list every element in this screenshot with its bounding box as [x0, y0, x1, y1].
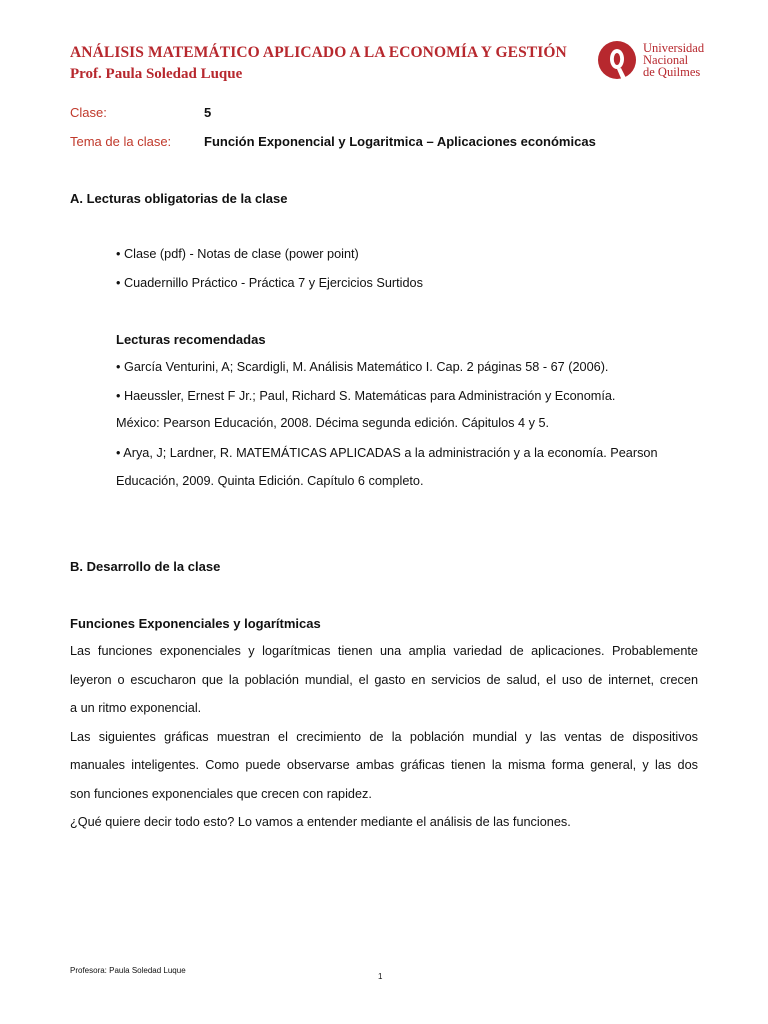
footer-author: Profesora: Paula Soledad Luque: [70, 966, 186, 975]
tema-value: Función Exponencial y Logaritmica – Aplicaciones económicas: [204, 134, 596, 149]
recommended-heading: Lecturas recomendadas: [116, 332, 266, 347]
course-title: ANÁLISIS MATEMÁTICO APLICADO A LA ECONOMÍA Y GESTIÓN: [70, 44, 567, 61]
body-paragraph: [70, 637, 698, 837]
university-logo: [597, 38, 717, 86]
professor-name: Prof. Paula Soledad Luque: [70, 66, 243, 82]
list-item: • Arya, J; Lardner, R. MATEMÁTICAS APLICADAS a la administración y a la economía. Pearson: [116, 446, 658, 460]
paragraph-line: Las siguientes gráficas muestran el crecimiento de la población mundial y las ventas de dispositivos: [70, 729, 698, 744]
section-b-subheading: Funciones Exponenciales y logarítmicas: [70, 616, 321, 631]
tema-label: Tema de la clase:: [70, 134, 172, 149]
clase-value: 5: [204, 105, 212, 120]
list-item: • Haeussler, Ernest F Jr.; Paul, Richard S. Matemáticas para Administración y Economía.: [116, 389, 616, 403]
list-item: • Cuadernillo Práctico - Práctica 7 y Ejercicios Surtidos: [116, 276, 423, 290]
universidad-q-logo-icon: [597, 38, 639, 86]
list-item: Educación, 2009. Quinta Edición. Capítulo 6 completo.: [116, 474, 424, 488]
paragraph-line: ¿Qué quiere decir todo esto? Lo vamos a entender mediante el análisis de las funciones.: [70, 815, 571, 829]
section-a-heading: A. Lecturas obligatorias de la clase: [70, 191, 288, 206]
list-item: • García Venturini, A; Scardigli, M. Análisis Matemático I. Cap. 2 páginas 58 - 67 (2006).: [116, 360, 609, 374]
logo-line-1: Universidad: [643, 41, 705, 55]
list-item: México: Pearson Educación, 2008. Décima segunda edición. Cápitulos 4 y 5.: [116, 416, 550, 430]
paragraph-line: a un ritmo exponencial.: [70, 701, 202, 715]
paragraph-line: manuales inteligentes. Como puede observarse ambas gráficas tienen la misma forma general, y las dos: [70, 758, 698, 772]
list-item: • Clase (pdf) - Notas de clase (power point): [116, 247, 359, 261]
logo-line-2: Nacional: [643, 53, 689, 67]
paragraph-line: son funciones exponenciales que crecen con rapidez.: [70, 786, 372, 801]
logo-line-3: de Quilmes: [643, 65, 701, 79]
paragraph-line: leyeron o escucharon que la población mundial, el gasto en servicios de salud, el uso de internet, crecen: [70, 672, 698, 687]
page-number: 1: [378, 972, 383, 981]
paragraph-line: Las funciones exponenciales y logarítmicas tienen una amplia variedad de aplicaciones. Probablemente: [70, 644, 698, 658]
clase-label: Clase:: [70, 105, 107, 120]
section-b-heading: B. Desarrollo de la clase: [70, 559, 221, 574]
